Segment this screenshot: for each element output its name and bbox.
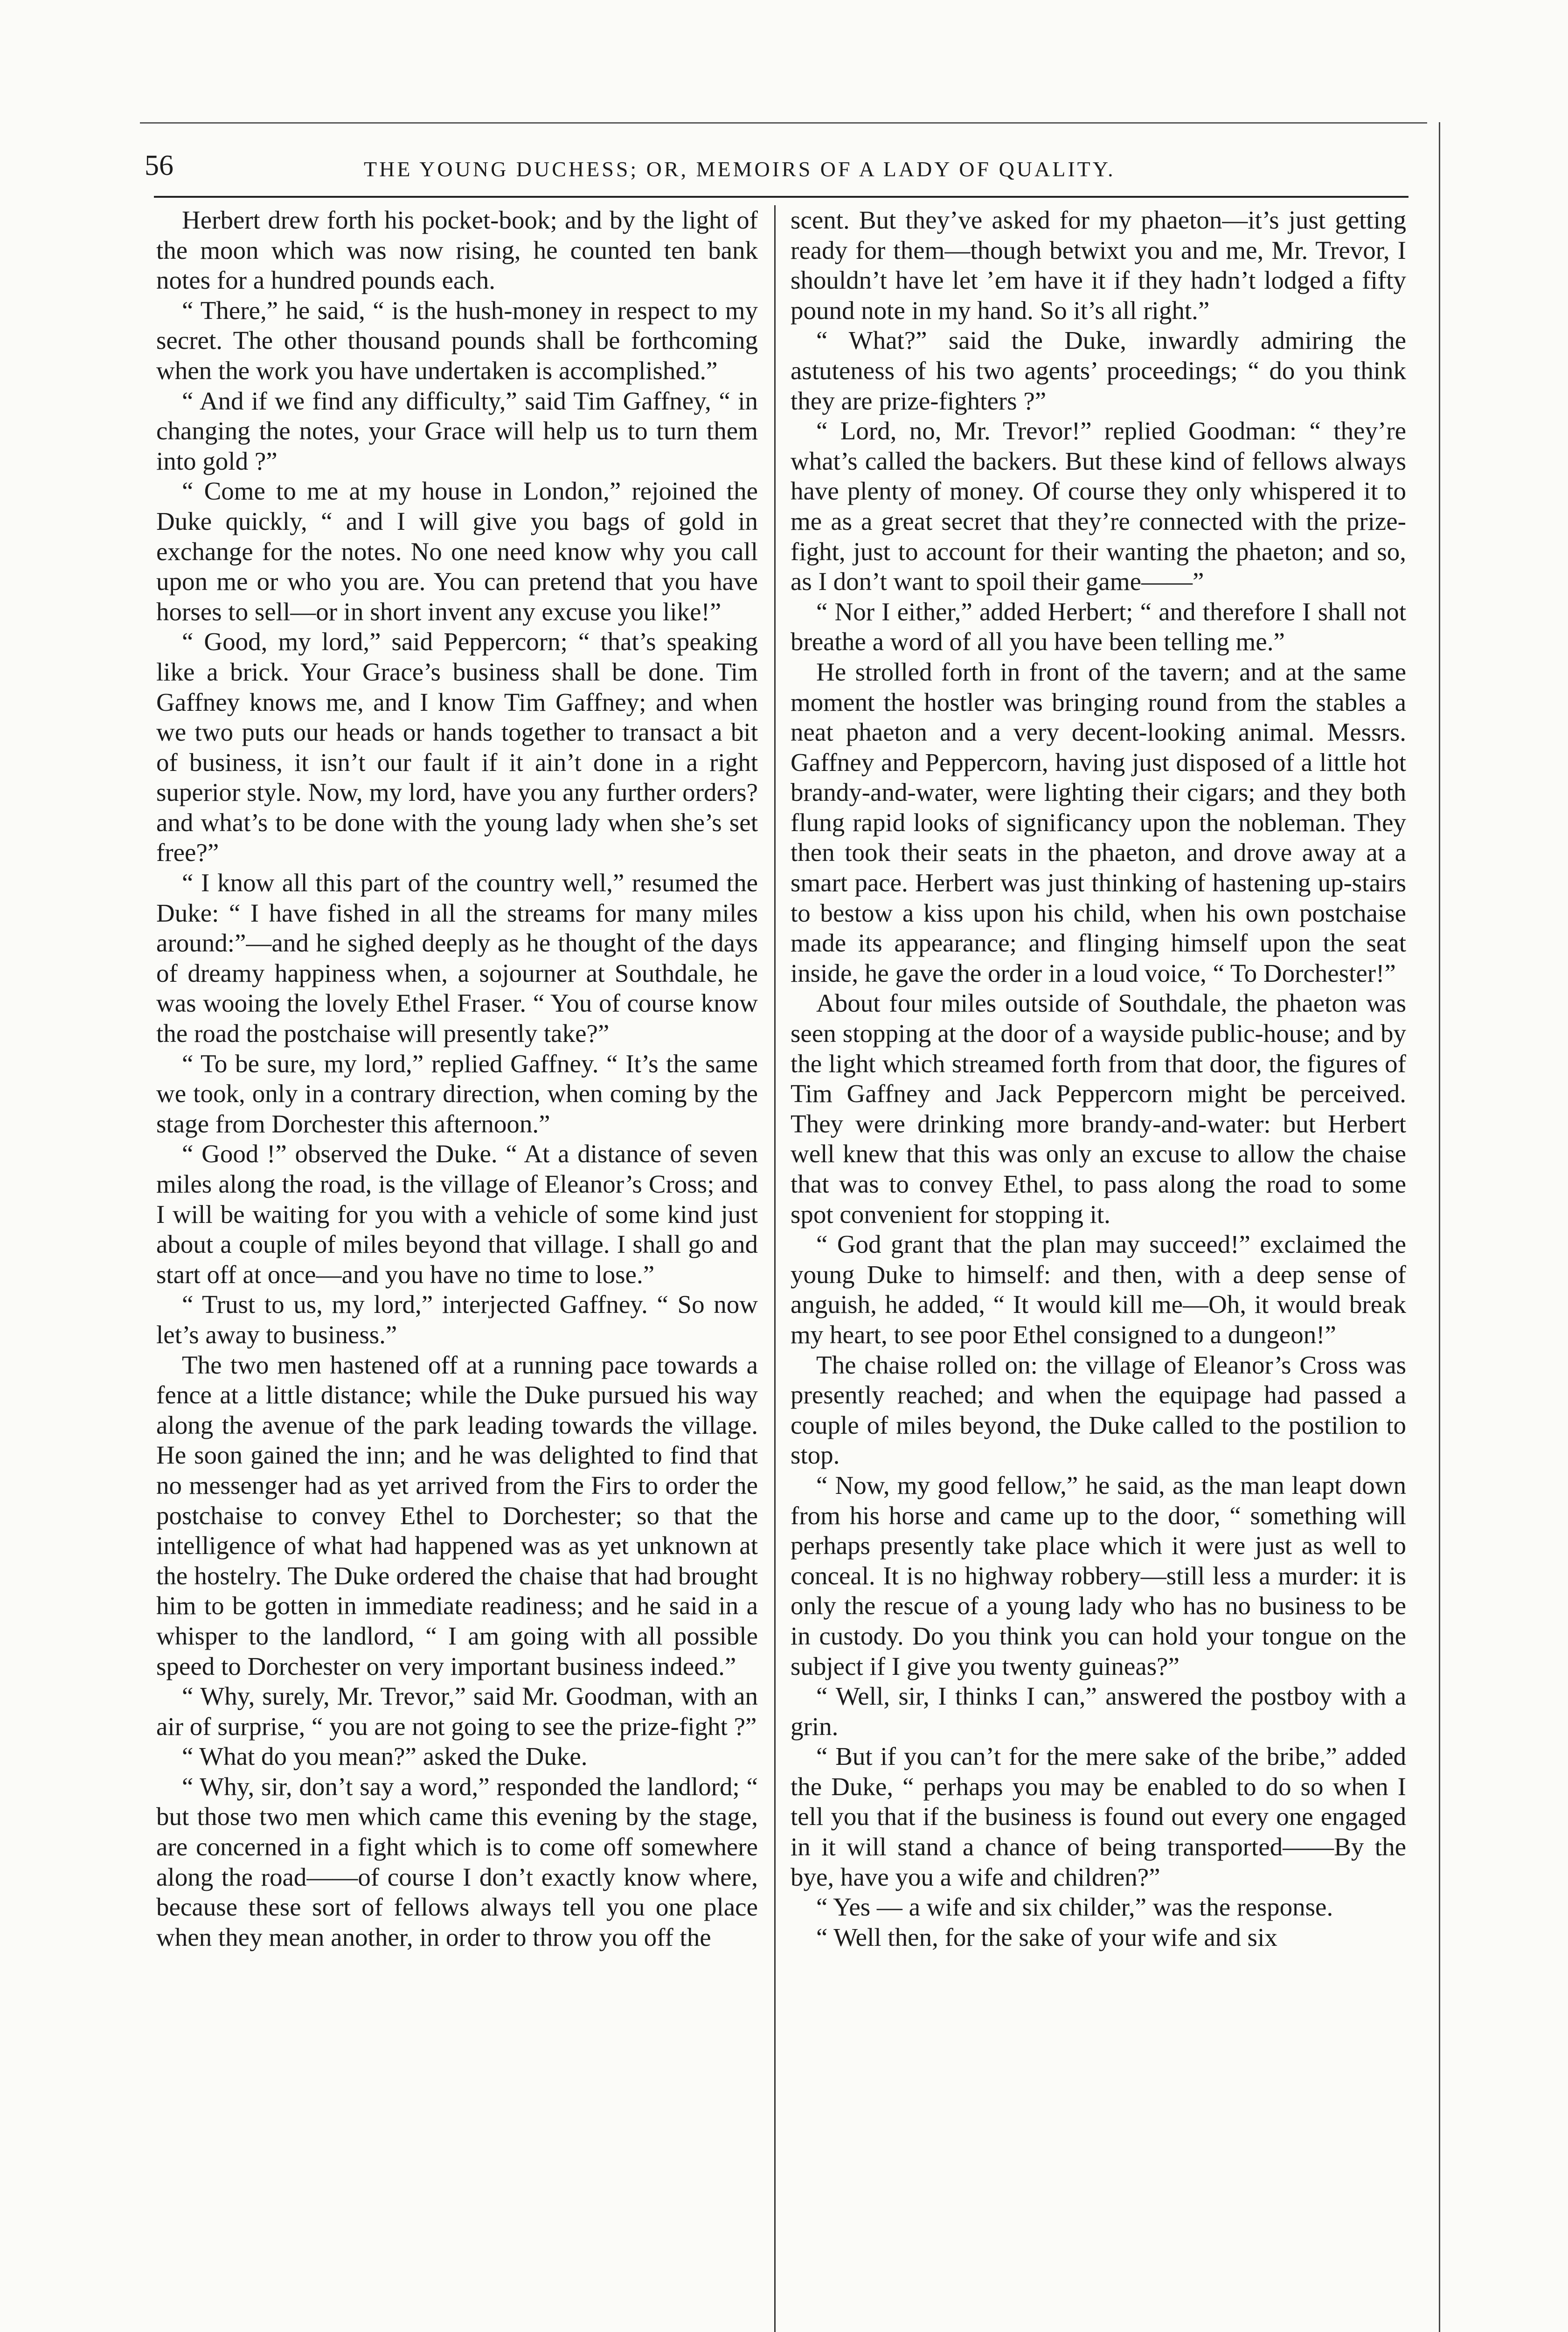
- paragraph: “ Now, my good fellow,” he said, as the man leapt down from his horse and came up to the door, “ something will perhaps presently take place which it were just as well to conceal. It is no highway robbery—still less a murder: it is only the rescue of a young lady who has no business to be in custody. Do you think you can hold your tongue on the subject if I give you twenty guineas?”: [791, 1471, 1406, 1680]
- paragraph: scent. But they’ve asked for my phaeton—it’s just getting ready for them—though betwixt you and me, Mr. Trevor, I shouldn’t have let ’em have it if they hadn’t lodged a fifty pound note in my hand. So it’s all right.”: [791, 206, 1406, 325]
- paragraph: The two men hastened off at a running pace towards a fence at a little distance; while the Duke pursued his way along the avenue of the park leading towards the village. He soon gained the inn; and he was delighted to find that no messenger had as yet arrived from the Firs to order the postchaise to convey Ethel to Dorchester; so that the intelligence of what had happened was as yet unknown at the hostelry. The Duke ordered the chaise that had brought him to be gotten in immediate readiness; and he said in a whisper to the landlord, “ I am going with all possible speed to Dorchester on very important business indeed.”: [156, 1350, 758, 1680]
- paragraph: About four miles outside of Southdale, the phaeton was seen stopping at the door of a wayside public-house; and by the light which streamed forth from that door, the figures of Tim Gaffney and Jack Peppercorn might be perceived. They were drinking more brandy-and-water: but Herbert well knew that this was only an excuse to allow the chaise that was to convey Ethel, to pass along the road to some spot convenient for stopping it.: [791, 989, 1406, 1228]
- paragraph: “ What?” said the Duke, inwardly admiring the astuteness of his two agents’ proceedings; “ do you think they are prize-fighters ?”: [791, 326, 1406, 415]
- page-number: 56: [145, 150, 173, 181]
- paragraph: “ I know all this part of the country well,” resumed the Duke: “ I have fished in all the streams for many miles around:”—and he sighed deeply as he thought of the days of dreamy happiness when, a sojourner at Southdale, he was wooing the lovely Ethel Fraser. “ You of course know the road the postchaise will presently take?”: [156, 868, 758, 1048]
- paragraph: The chaise rolled on: the village of Eleanor’s Cross was presently reached; and when the equipage had passed a couple of miles beyond, the Duke called to the postilion to stop.: [791, 1350, 1406, 1470]
- paragraph: “ Well, sir, I thinks I can,” answered the postboy with a grin.: [791, 1682, 1406, 1741]
- paragraph: Herbert drew forth his pocket-book; and by the light of the moon which was now rising, he counted ten bank notes for a hundred pounds each.: [156, 206, 758, 295]
- paragraph: “ Come to me at my house in London,” rejoined the Duke quickly, “ and I will give you bags of gold in exchange for the notes. No one need know why you call upon me or who you are. You can pretend that you have horses to sell—or in short invent any excuse you like!”: [156, 477, 758, 626]
- paragraph: “ Nor I either,” added Herbert; “ and therefore I shall not breathe a word of all you have been telling me.”: [791, 597, 1406, 656]
- paragraph: “ Lord, no, Mr. Trevor!” replied Goodman: “ they’re what’s called the backers. But these kind of fellows always have plenty of money. Of course they only whispered it to me as a great secret that they’re connected with the prize-fight, just to account for their wanting the phaeton; and so, as I don’t want to spoil their game——”: [791, 416, 1406, 596]
- paragraph: “ Yes — a wife and six childer,” was the response.: [816, 1893, 1333, 1922]
- paragraph: “ Good !” observed the Duke. “ At a distance of seven miles along the road, is the village of Eleanor’s Cross; and I will be waiting for you with a vehicle of some kind just about a couple of miles beyond that village. I shall go and start off at once—and you have no time to lose.”: [156, 1139, 758, 1289]
- right-column: [791, 205, 1406, 1952]
- paragraph: He strolled forth in front of the tavern; and at the same moment the hostler was bringing round from the stables a neat phaeton and a very decent-looking animal. Messrs. Gaffney and Peppercorn, having just disposed of a little hot brandy-and-water, were lighting their cigars; and they both flung rapid looks of significancy upon the nobleman. They then took their seats in the phaeton, and drove away at a smart pace. Herbert was just thinking of hastening up-stairs to bestow a kiss upon his child, when his own postchaise made its appearance; and flinging himself upon the seat inside, he gave the order in a loud voice, “ To Dorchester!”: [791, 657, 1406, 987]
- paragraph: “ To be sure, my lord,” replied Gaffney. “ It’s the same we took, only in a contrary direction, when coming by the stage from Dorchester this afternoon.”: [156, 1049, 758, 1138]
- paragraph: “ Good, my lord,” said Peppercorn; “ that’s speaking like a brick. Your Grace’s business shall be done. Tim Gaffney knows me, and I know Tim Gaffney; and when we two puts our heads or hands together to transact a bit of business, it isn’t our fault if it ain’t done in a right superior style. Now, my lord, have you any further orders? and what’s to be done with the young lady when she’s set free?”: [156, 627, 758, 867]
- running-title: THE YOUNG DUCHESS; OR, MEMOIRS OF A LADY OF QUALITY.: [364, 157, 1116, 181]
- paragraph: “ God grant that the plan may succeed!” exclaimed the young Duke to himself: and then, with a deep sense of anguish, he added, “ It would kill me—Oh, it would break my heart, to see poor Ethel consigned to a dungeon!”: [791, 1230, 1406, 1349]
- paragraph: “ And if we find any difficulty,” said Tim Gaffney, “ in changing the notes, your Grace will help us to turn them into gold ?”: [156, 386, 758, 475]
- paragraph: “ There,” he said, “ is the hush-money in respect to my secret. The other thousand pounds shall be forthcoming when the work you have undertaken is accomplished.”: [156, 296, 758, 385]
- header-rule: [154, 196, 1408, 198]
- paragraph: “ But if you can’t for the mere sake of the bribe,” added the Duke, “ perhaps you may be enabled to do so when I tell you that if the business is found out every one engaged in it will stand a chance of being transported——By the bye, have you a wife and children?”: [791, 1742, 1406, 1891]
- page-header: [145, 140, 1399, 191]
- right-border-rule: [1439, 122, 1440, 2332]
- top-border-rule: [140, 122, 1427, 124]
- paragraph: “ Why, surely, Mr. Trevor,” said Mr. Goodman, with an air of surprise, “ you are not going to see the prize-fight ?”: [156, 1682, 758, 1741]
- paragraph: “ Why, sir, don’t say a word,” responded the landlord; “ but those two men which came this evening by the stage, are concerned in a fight which is to come off somewhere along the road——of course I don’t exactly know where, because these sort of fellows always tell you one place when they mean another, in order to throw you off the: [156, 1772, 758, 1951]
- paragraph: “ Well then, for the sake of your wife and six: [816, 1923, 1277, 1951]
- paragraph: “ Trust to us, my lord,” interjected Gaffney. “ So now let’s away to business.”: [156, 1290, 758, 1349]
- column-divider: [774, 205, 776, 2332]
- paragraph: “ What do you mean?” asked the Duke.: [182, 1742, 588, 1771]
- left-column: [156, 205, 758, 1952]
